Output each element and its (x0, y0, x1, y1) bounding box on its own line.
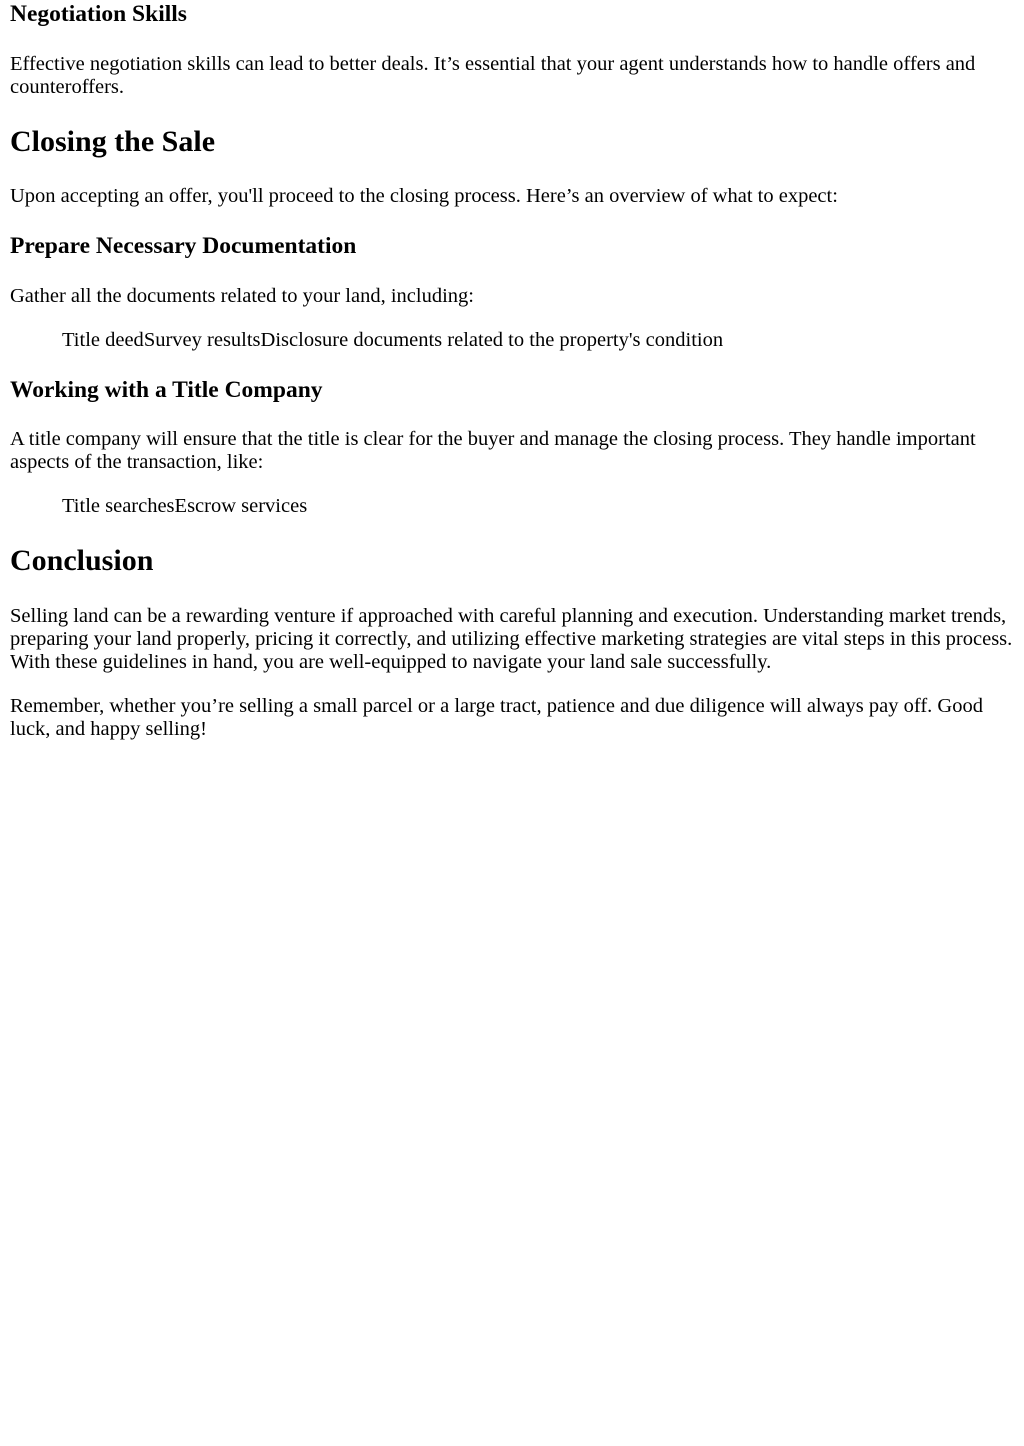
paragraph-closing-the-sale: Upon accepting an offer, you'll proceed to the closing process. Here’s an overview of what to expect: (10, 185, 838, 207)
list-item: Disclosure documents related to the property's condition (260, 329, 724, 351)
paragraph-conclusion-2: Remember, whether you’re selling a small parcel or a large tract, patience and due diligence will always pay off. Good luck, and happy selling! (10, 695, 983, 740)
list-item: Escrow services (174, 495, 308, 517)
list-item: Title deed (62, 329, 144, 351)
documents-list (10, 329, 1014, 352)
section-heading-title-company: Working with a Title Company (10, 377, 323, 403)
paragraph-title-company: A title company will ensure that the title is clear for the buyer and manage the closing process. They handle important aspects of the transaction, like: (10, 428, 976, 473)
section-heading-conclusion: Conclusion (10, 544, 154, 577)
paragraph-prepare-documentation: Gather all the documents related to your land, including: (10, 285, 474, 307)
section-heading-closing-the-sale: Closing the Sale (10, 125, 216, 158)
list-item: Survey results (143, 329, 261, 351)
section-heading-prepare-documentation: Prepare Necessary Documentation (10, 233, 357, 259)
list-item: Title searches (62, 495, 175, 517)
paragraph-conclusion-1: Selling land can be a rewarding venture if approached with careful planning and execution. Understanding market trends, preparing your land properly, pricing it correctly, and utilizing effective marketing strategies are vital steps in this process. With these guidelines in hand, you are well-equipped to navigate your land sale successfully. (10, 605, 1013, 673)
section-heading-negotiation-skills: Negotiation Skills (10, 1, 187, 27)
paragraph-negotiation-skills: Effective negotiation skills can lead to better deals. It’s essential that your agent understands how to handle offers and counteroffers. (10, 53, 976, 98)
title-services-list (10, 495, 1014, 518)
